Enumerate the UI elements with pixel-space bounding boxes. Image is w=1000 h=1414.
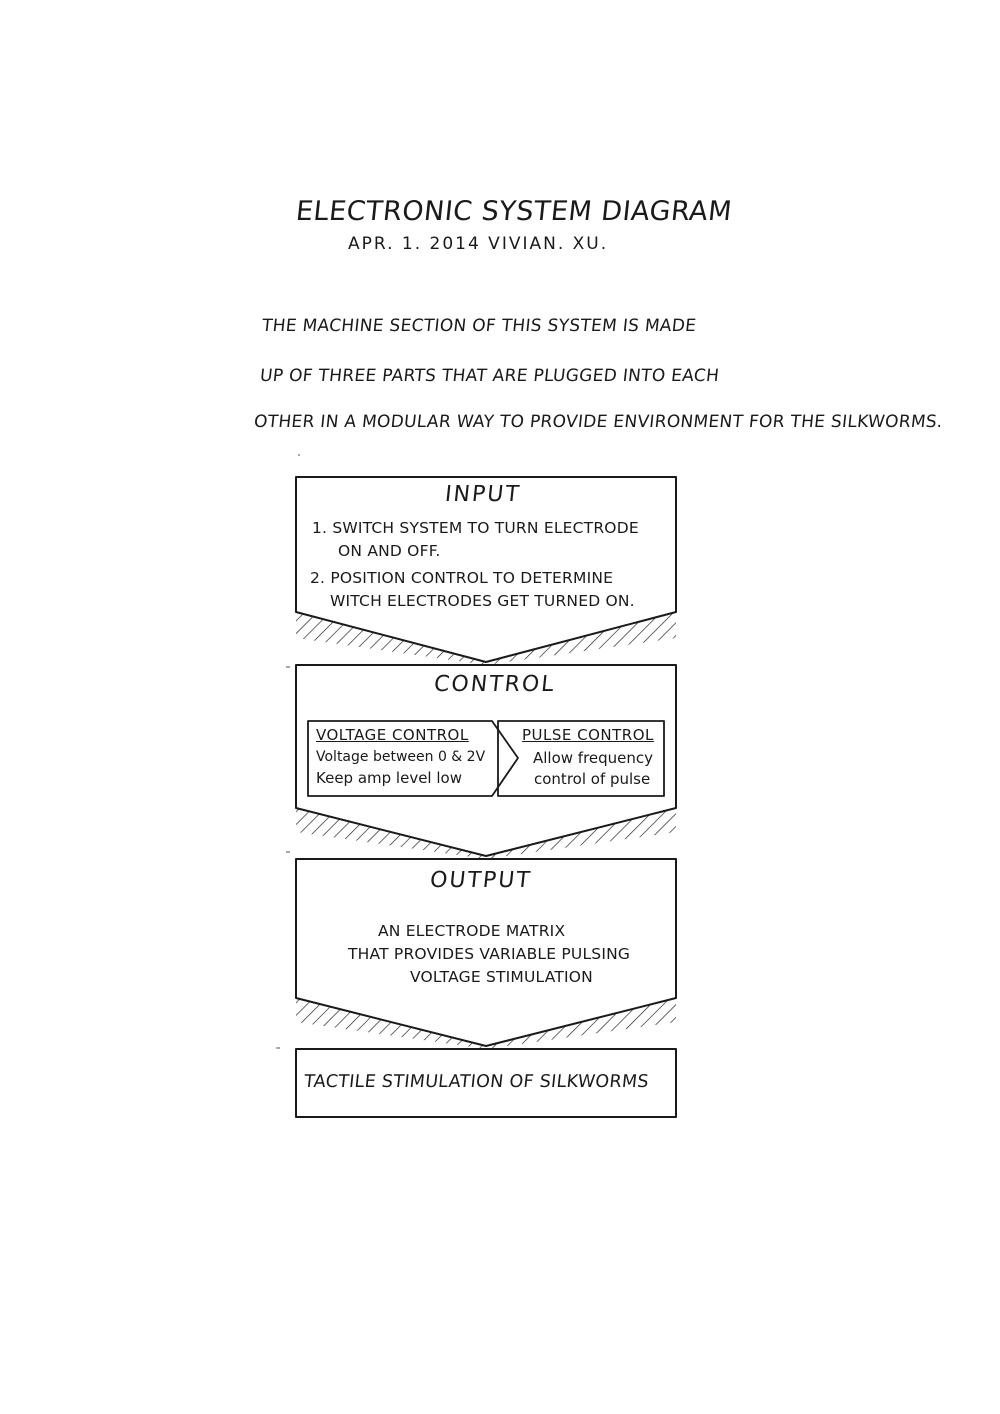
input-hatch: [296, 612, 676, 665]
voltage-control-line-1: Voltage between 0 & 2V: [316, 749, 486, 765]
intro-line-3: OTHER IN A MODULAR WAY TO PROVIDE ENVIRONMENT FOR THE SILKWORMS.: [252, 412, 944, 432]
control-hatch: [296, 808, 676, 859]
output-line-3: VOLTAGE STIMULATION: [410, 968, 593, 986]
input-item-1-line-1: 1. SWITCH SYSTEM TO TURN ELECTRODE: [312, 519, 639, 537]
output-line-1: AN ELECTRODE MATRIX: [378, 922, 566, 940]
voltage-control-line-2: Keep amp level low: [316, 769, 462, 787]
pulse-control-line-2: control of pulse: [534, 770, 651, 788]
output-line-2: THAT PROVIDES VARIABLE PULSING: [348, 945, 631, 963]
output-hatch: [296, 998, 676, 1049]
pulse-control-title: PULSE CONTROL: [522, 726, 654, 744]
input-item-1-line-2: ON AND OFF.: [338, 542, 441, 560]
input-item-2-line-1: 2. POSITION CONTROL TO DETERMINE: [310, 569, 614, 587]
control-title: CONTROL: [432, 672, 557, 697]
output-title: OUTPUT: [428, 868, 533, 893]
input-title: INPUT: [443, 482, 523, 507]
pulse-control-line-1: Allow frequency: [533, 749, 654, 767]
date-author: APR. 1. 2014 VIVIAN. XU.: [348, 234, 609, 254]
intro-line-1: THE MACHINE SECTION OF THIS SYSTEM IS MADE: [260, 316, 698, 336]
diagram-title: ELECTRONIC SYSTEM DIAGRAM: [294, 196, 734, 227]
input-item-2-line-2: WITCH ELECTRODES GET TURNED ON.: [330, 592, 635, 610]
result-label: TACTILE STIMULATION OF SILKWORMS: [302, 1072, 650, 1092]
voltage-control-title: VOLTAGE CONTROL: [316, 726, 469, 744]
intro-line-2: UP OF THREE PARTS THAT ARE PLUGGED INTO EACH: [258, 366, 721, 386]
